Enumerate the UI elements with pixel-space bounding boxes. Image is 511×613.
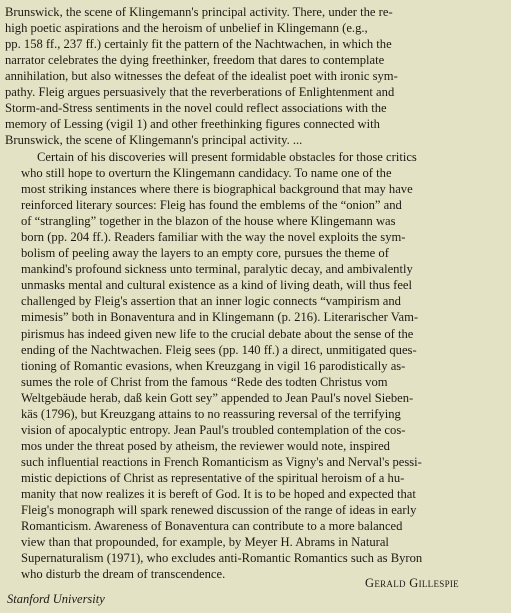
text-line: mimesis” both in Bonaventura and in Klingemann (p. 216). Literarischer Vam- bbox=[21, 310, 419, 325]
text-line: ending of the Nachtwachen. Fleig sees (pp. 140 ff.) a direct, unmitigated ques- bbox=[21, 342, 417, 357]
text-line: challenged by Fleig's assertion that an inner logic connects “vampirism and bbox=[21, 294, 401, 309]
text-line: reinforced literary sources: Fleig has found the emblems of the “onion” and bbox=[21, 198, 402, 213]
text-line: Supernaturalism (1971), who excludes anti-Romantic Romantics such as Byron bbox=[21, 551, 423, 566]
text-line: who still hope to overturn the Klingemann candidacy. To name one of the bbox=[21, 166, 392, 181]
text-line: vision of apocalyptic entropy. Jean Paul's troubled contemplation of the cos- bbox=[21, 422, 406, 437]
text-line: who disturb the dream of transcendence. bbox=[21, 567, 226, 582]
text-line: bolism of peeling away the layers to an empty core, pursues the theme of bbox=[21, 246, 389, 261]
text-line: narrator celebrates the dying freethinker, freedom that dares to contemplate bbox=[5, 53, 385, 68]
text-line: mos under the threat posed by atheism, the reviewer would note, inspired bbox=[21, 438, 390, 453]
text-line: pirismus has indeed given new life to the crucial debate about the sense of the bbox=[21, 326, 414, 341]
text-line: mistic depictions of Christ as representative of the spiritual heroism of a hu- bbox=[21, 470, 405, 485]
text-line: pathy. Fleig argues persuasively that the reverberations of Enlightenment and bbox=[5, 85, 395, 100]
text-line: memory of Lessing (vigil 1) and other freethinking figures connected with bbox=[5, 117, 380, 132]
text-line: most striking instances where there is biographical background that may have bbox=[21, 182, 413, 197]
text-line: unmasks mental and cultural existence as a kind of living death, will thus feel bbox=[21, 278, 413, 293]
text-line: Weltgebäude herab, daß kein Gott sey” appended to Jean Paul's novel Sieben- bbox=[21, 390, 414, 405]
text-line: mankind's profound sickness unto terminal, paralytic decay, and ambivalently bbox=[21, 262, 413, 277]
text-line: käs (1796), but Kreuzgang attains to no reassuring reversal of the terrifying bbox=[21, 406, 401, 421]
review-paragraph-1 bbox=[5, 4, 505, 148]
text-line: Certain of his discoveries will present formidable obstacles for those critics bbox=[37, 150, 417, 164]
text-line: Brunswick, the scene of Klingemann's principal activity. There, under the re- bbox=[5, 5, 393, 19]
reviewer-name: Gerald Gillespie bbox=[365, 576, 459, 590]
text-line: tioning of Romantic evasions, when Kreuzgang in vigil 16 parodistically as- bbox=[21, 358, 406, 373]
text-line: manity that now realizes it is bereft of God. It is to be hoped and expected that bbox=[21, 486, 416, 501]
text-line: born (pp. 204 ff.). Readers familiar with the way the novel exploits the sym- bbox=[21, 230, 406, 245]
text-line: such influential reactions in French Romanticism as Vigny's and Nerval's pessi- bbox=[21, 454, 422, 469]
text-line: annihilation, but also witnesses the defeat of the idealist poet with ironic sym- bbox=[5, 69, 398, 84]
reviewer-affiliation: Stanford University bbox=[7, 592, 105, 606]
text-line: of “strangling” together in the blazon of the house where Klingemann was bbox=[21, 214, 396, 229]
text-line: Fleig's monograph will spark renewed discussion of the range of ideas in early bbox=[21, 503, 417, 518]
text-line: Brunswick, the scene of Klingemann's principal activity. ... bbox=[5, 133, 303, 148]
text-line: view than that propounded, for example, by Meyer H. Abrams in Natural bbox=[21, 535, 389, 550]
text-line: Storm-and-Stress sentiments in the novel could reflect associations with the bbox=[5, 101, 387, 116]
text-line: pp. 158 ff., 237 ff.) certainly fit the pattern of the Nachtwachen, in which the bbox=[5, 37, 392, 52]
text-line: sumes the role of Christ from the famous “Rede des todten Christus vom bbox=[21, 374, 388, 389]
text-line: high poetic aspirations and the heroism of unbelief in Klingemann (e.g., bbox=[5, 21, 368, 36]
text-line: Romanticism. Awareness of Bonaventura can contribute to a more balanced bbox=[21, 519, 403, 534]
review-paragraph-2 bbox=[5, 149, 505, 582]
